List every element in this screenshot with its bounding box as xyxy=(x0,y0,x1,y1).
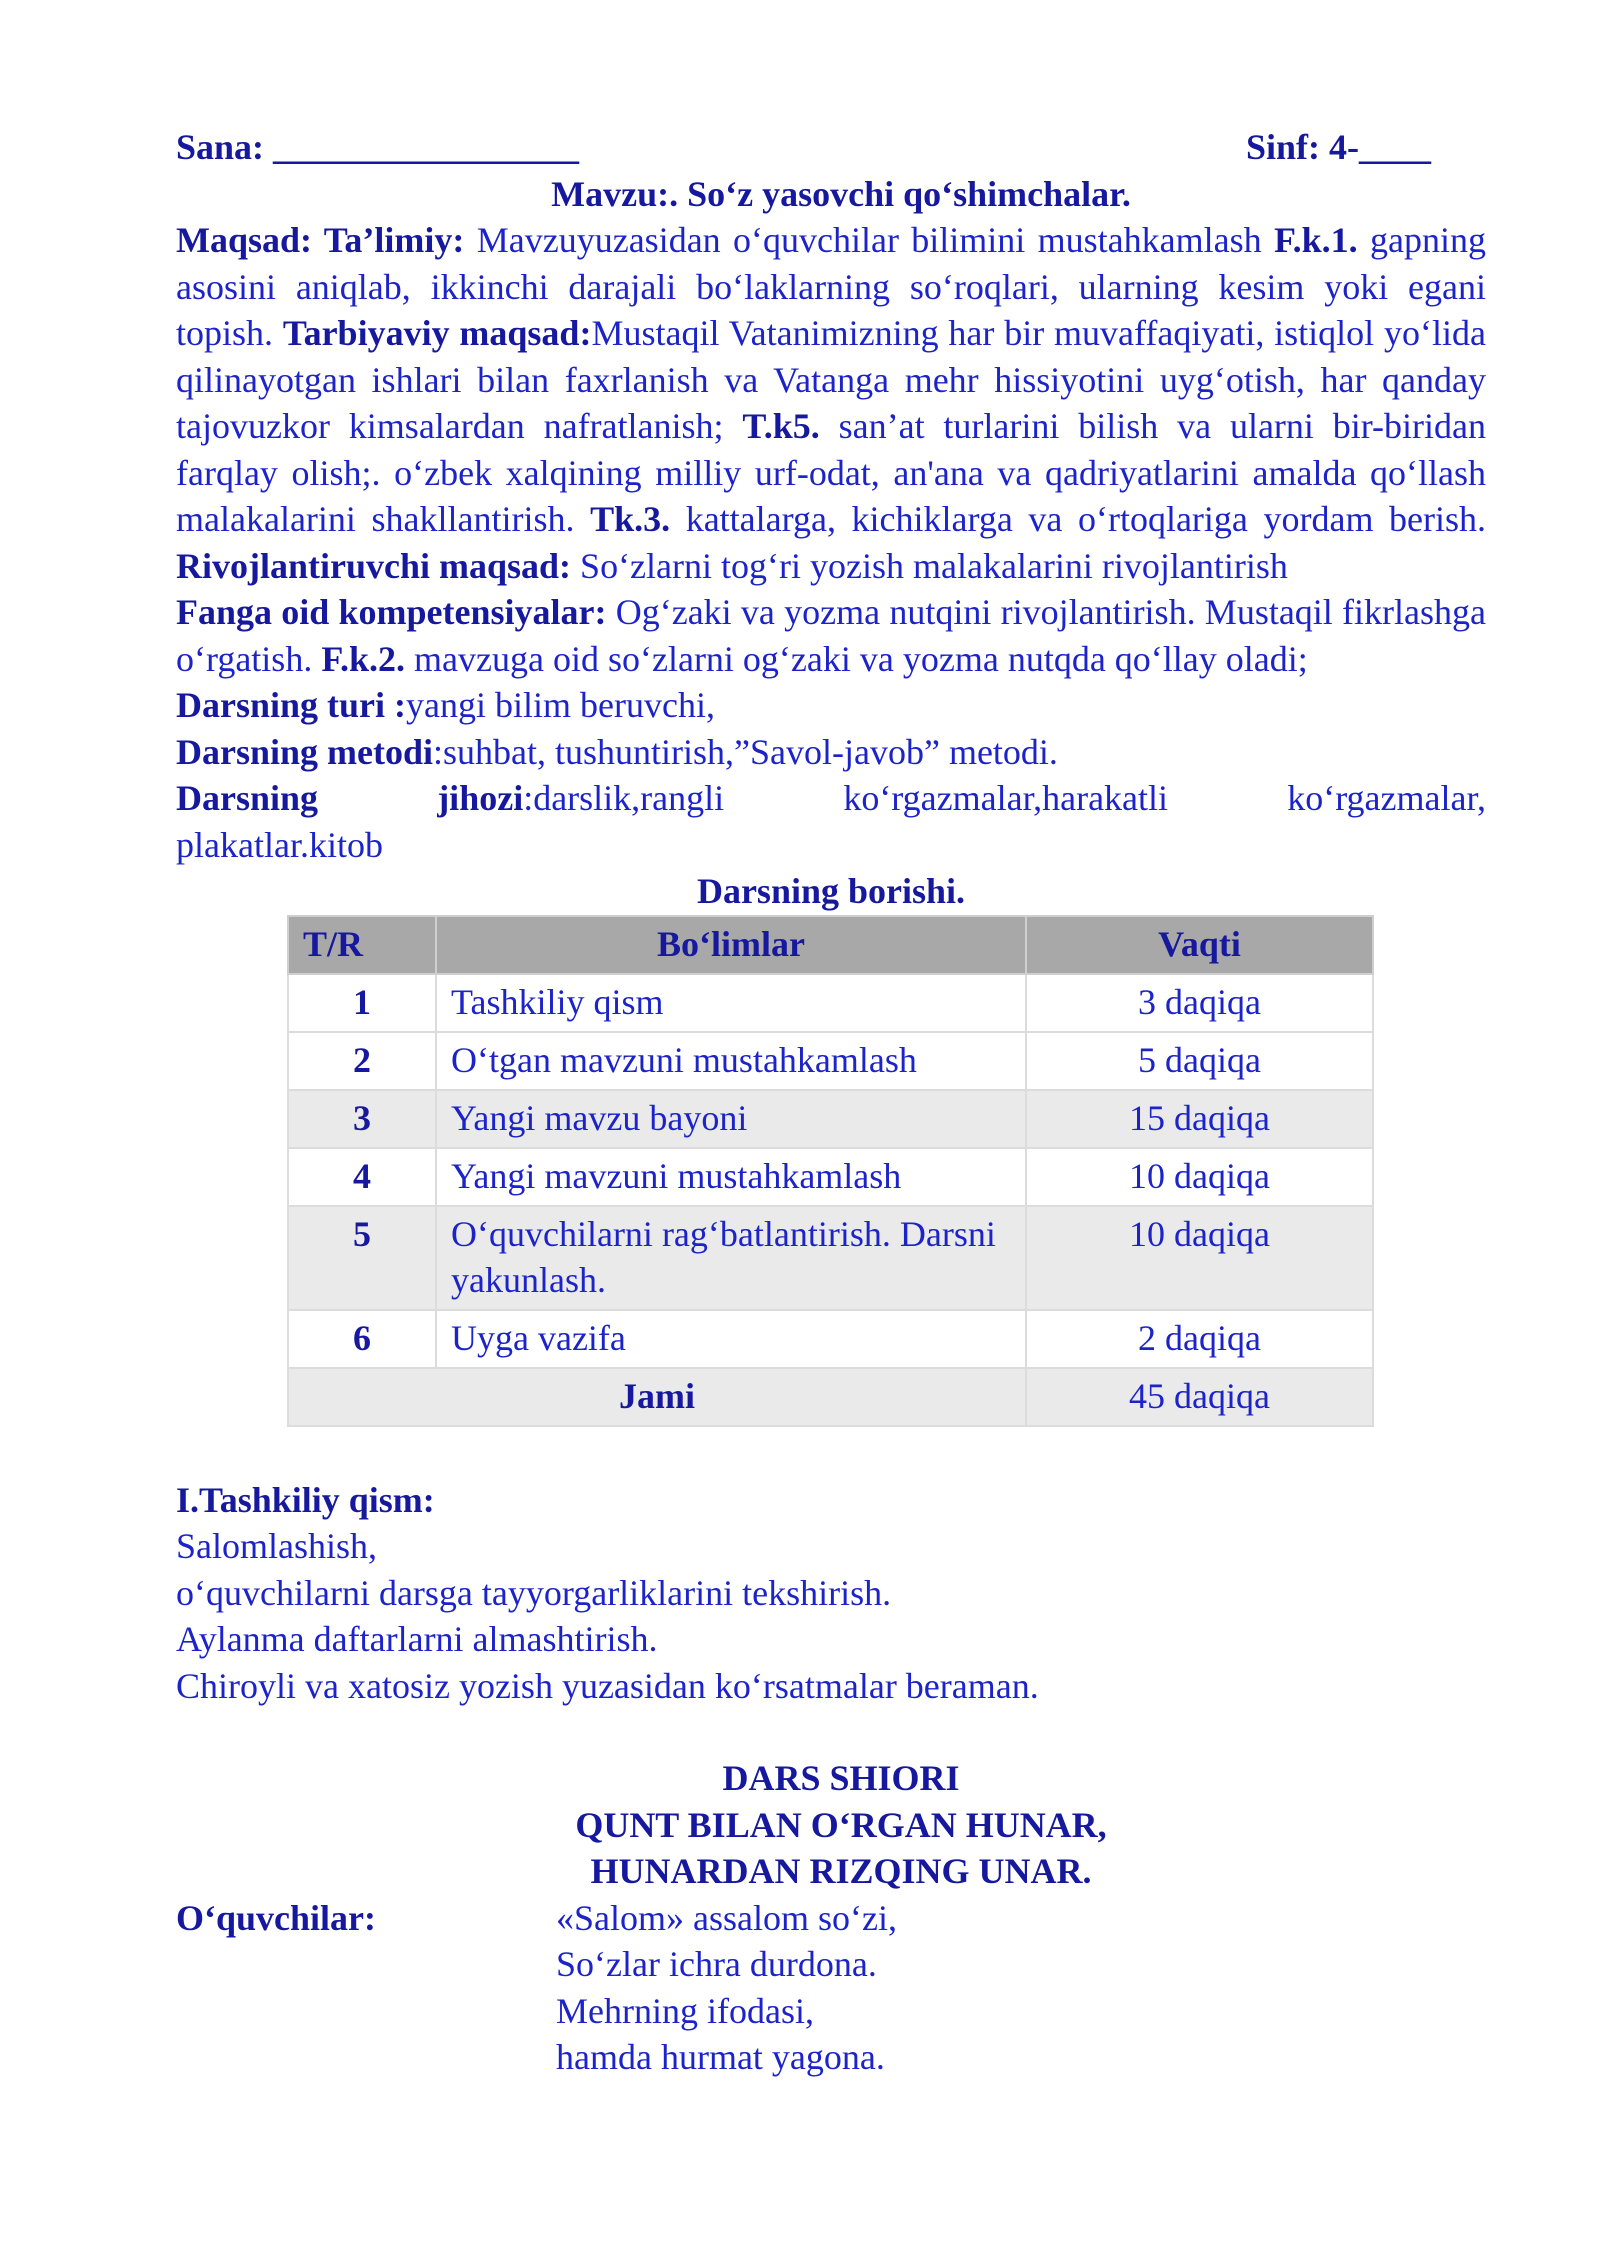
list-item: Salomlashish, xyxy=(176,1526,378,1566)
competency-code: T.k5. xyxy=(742,406,820,446)
date-label: Sana: xyxy=(176,127,265,167)
goal-text: So‘zlarni tog‘ri yozish malakalarini rivojlantirish xyxy=(571,545,1288,586)
lesson-type xyxy=(176,682,1486,729)
goal-text: Mavzuyuzasidan o‘quvchilar bilimini mustahkamlash xyxy=(464,220,1274,260)
table-row xyxy=(288,1206,1373,1310)
poem-line: hamda hurmat yagona. xyxy=(556,2037,885,2077)
table-row xyxy=(288,974,1373,1032)
row-number: 1 xyxy=(288,974,436,1032)
row-section: Yangi mavzu bayoni xyxy=(436,1090,1026,1148)
competencies-paragraph xyxy=(176,589,1486,682)
table-row xyxy=(288,1310,1373,1368)
competencies-text: mavzuga oid so‘zlarni og‘zaki va yozma nutqda qo‘llay oladi; xyxy=(405,638,1308,679)
table-row xyxy=(288,1032,1373,1090)
poem-line: So‘zlar ichra durdona. xyxy=(556,1944,877,1984)
organizational-section xyxy=(176,1477,1486,1710)
table-total-row xyxy=(288,1368,1373,1426)
competency-code: F.k.2. xyxy=(321,638,406,679)
poem-line: «Salom» assalom so‘zi, xyxy=(556,1897,897,1938)
row-time: 10 daqiqa xyxy=(1026,1206,1373,1310)
list-item: Chiroyli va xatosiz yozish yuzasidan ko‘rsatmalar beraman. xyxy=(176,1665,1039,1706)
goal-text: san’at turlarini bilish va ularni bir-biridan farqlay olish;. o‘zbek xalqining milliy urf-odat, an'ana va qadriyatlarini amalda qo‘llash malakalarini shakllantirish. xyxy=(176,406,1486,539)
motto-line: DARS SHIORI xyxy=(722,1758,960,1798)
lesson-motto xyxy=(176,1755,1486,1895)
row-time: 5 daqiqa xyxy=(1026,1032,1373,1090)
organizational-heading: I.Tashkiliy qism: xyxy=(176,1479,435,1520)
lesson-method-value: :suhbat, tushuntirish,”Savol-javob” metodi. xyxy=(433,731,1058,772)
lesson-plan-table xyxy=(287,915,1374,1427)
row-section: Uyga vazifa xyxy=(436,1310,1026,1368)
row-time: 10 daqiqa xyxy=(1026,1148,1373,1206)
poem-lines xyxy=(556,1895,1486,2081)
competencies-text: Og‘zaki va yozma nutqini rivojlantirish. Mustaqil fikrlashga o‘rgatish. xyxy=(176,592,1486,679)
row-section: O‘tgan mavzuni mustahkamlash xyxy=(436,1032,1026,1090)
list-item: Aylanma daftarlarni almashtirish. xyxy=(176,1619,658,1659)
lesson-method xyxy=(176,729,1486,776)
row-time: 15 daqiqa xyxy=(1026,1090,1373,1148)
date-blank: _________________ xyxy=(264,127,580,167)
goal-text: kattalarga, kichiklarga va o‘rtoqlariga yordam berish. xyxy=(670,499,1487,539)
table-header-row xyxy=(288,916,1373,974)
goal-text: gapning asosini aniqlab, ikkinchi darajali bo‘laklarning so‘roqlari, ularning kesim yoki egani topish. xyxy=(176,220,1487,353)
lesson-type-value: yangi bilim beruvchi, xyxy=(406,685,715,725)
table-title: Darsning borishi. xyxy=(696,871,966,911)
lesson-equipment xyxy=(176,775,1486,868)
goals-paragraph xyxy=(176,217,1486,589)
students-poem xyxy=(176,1895,1486,2081)
poem-label: O‘quvchilar: xyxy=(176,1897,377,1938)
row-number: 2 xyxy=(288,1032,436,1090)
goal-label-educational: Maqsad: Ta’limiy: xyxy=(176,220,465,260)
row-number: 6 xyxy=(288,1310,436,1368)
document-content xyxy=(176,124,1486,2081)
table-row xyxy=(288,1148,1373,1206)
goal-text: Mustaqil Vatanimizning har bir muvaffaqiyati, istiqlol yo‘lida qilinayotgan ishlari bilan faxrlanish va Vatanga mehr hissiyotini uyg‘otish, har qanday tajovuzkor kimsalardan nafratlanish; xyxy=(176,313,1486,446)
row-number: 5 xyxy=(288,1206,436,1310)
row-section: O‘quvchilarni rag‘batlantirish. Darsni yakunlash. xyxy=(436,1206,1026,1310)
row-time: 2 daqiqa xyxy=(1026,1310,1373,1368)
motto-line: HUNARDAN RIZQING UNAR. xyxy=(590,1851,1092,1891)
total-label: Jami xyxy=(288,1368,1026,1426)
lesson-type-label: Darsning turi : xyxy=(176,685,407,725)
header-row xyxy=(176,124,1486,171)
lesson-method-label: Darsning metodi xyxy=(176,731,434,772)
list-item: o‘quvchilarni darsga tayyorgarliklarini tekshirish. xyxy=(176,1572,892,1613)
motto-line: QUNT BILAN O‘RGAN HUNAR, xyxy=(575,1804,1107,1845)
lesson-equipment-value: :darslik,rangli ko‘rgazmalar,harakatli ko‘rgazmalar, plakatlar.kitob xyxy=(176,778,1487,865)
column-header-time: Vaqti xyxy=(1026,916,1373,974)
total-value: 45 daqiqa xyxy=(1026,1368,1373,1426)
competency-code: Tk.3. xyxy=(590,499,671,539)
competencies-label: Fanga oid kompetensiyalar: xyxy=(176,592,607,632)
row-number: 3 xyxy=(288,1090,436,1148)
column-header-number: T/R xyxy=(288,916,436,974)
row-number: 4 xyxy=(288,1148,436,1206)
goal-label-developmental: Rivojlantiruvchi maqsad: xyxy=(176,545,572,586)
date-field xyxy=(176,124,579,171)
column-header-sections: Bo‘limlar xyxy=(436,916,1026,974)
lesson-title: Mavzu:. So‘z yasovchi qo‘shimchalar. xyxy=(551,173,1131,214)
row-section: Yangi mavzuni mustahkamlash xyxy=(436,1148,1026,1206)
row-time: 3 daqiqa xyxy=(1026,974,1373,1032)
lesson-equipment-label: Darsning jihozi xyxy=(176,778,524,818)
poem-line: Mehrning ifodasi, xyxy=(556,1990,814,2031)
goal-label-upbringing: Tarbiyaviy maqsad: xyxy=(282,313,592,353)
table-row xyxy=(288,1090,1373,1148)
class-field: Sinf: 4-____ xyxy=(1245,127,1431,167)
row-section: Tashkiliy qism xyxy=(436,974,1026,1032)
competency-code: F.k.1. xyxy=(1273,220,1358,260)
